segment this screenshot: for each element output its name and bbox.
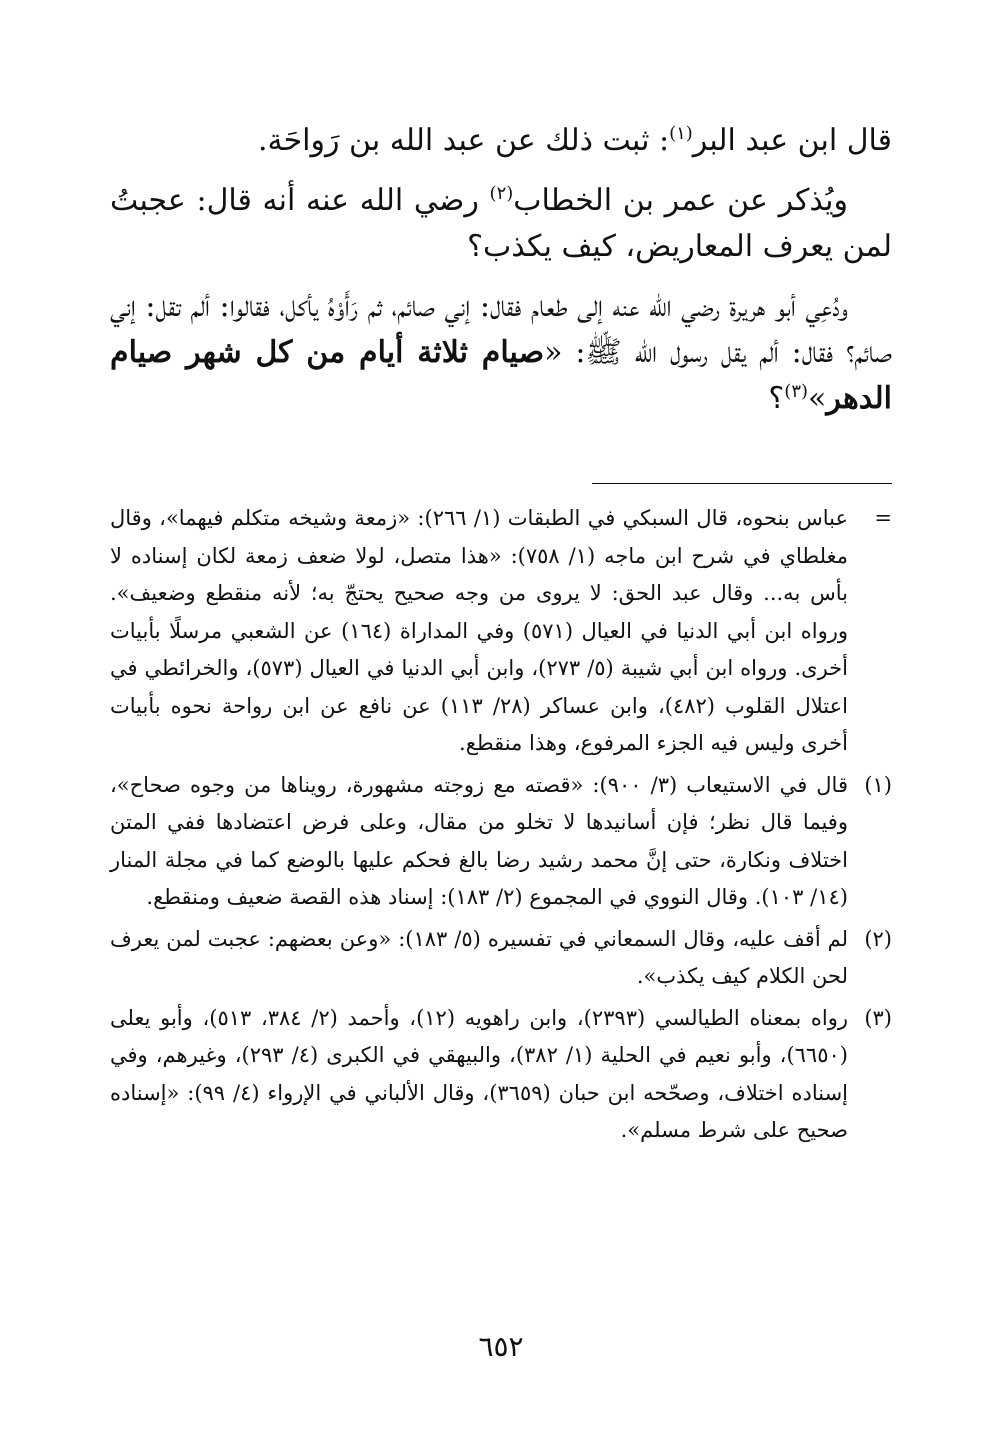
page-number: ٦٥٢ (478, 1330, 524, 1363)
footnote-ref-3: (٣) (784, 381, 809, 402)
footnote-text: لم أقف عليه، وقال السمعاني في تفسيره (٥/ ١٨٣): «وعن بعضهم: عجبت لمن يعرف لحن الكلام كيف يكذب». (110, 926, 848, 988)
footnote-1 (110, 767, 892, 917)
footnote-separator (592, 483, 892, 484)
footnote-text: عباس بنحوه، قال السبكي في الطبقات (١/ ٢٦٦): «زمعة وشيخه متكلم فيهما»، وقال مغلطاي في شرح ابن ماجه (١/ ٧٥٨): «هذا متصل، لولا ضعف زمعة لكان إسناده لا بأس به... وقال عبد الحق: لا يروى من وجه صحيح يحتجّ به؛ لأنه منقطع وضعيف». ورواه ابن أبي الدنيا في العيال (٥٧١) وفي المداراة (١٦٤) عن الشعبي مرسلًا بأبيات أخرى. ورواه ابن أبي شيبة (٥/ ٢٧٣)، وابن أبي الدنيا في العيال (٥٧٣)، والخرائطي في اعتلال القلوب (٤٨٢)، وابن عساكر (٢٨/ ١١٣) عن نافع عن ابن رواحة نحوه بأبيات أخرى وليس فيه الجزء المرفوع، وهذا منقطع. (110, 506, 848, 755)
footnotes (110, 500, 892, 1154)
footnote-mark: (٣) (864, 1005, 892, 1030)
footnote-mark: = (874, 506, 892, 530)
footnote-ref-1: (١) (669, 123, 693, 144)
footnote-continued (110, 500, 892, 763)
footnote-text: قال في الاستيعاب (٣/ ٩٠٠): «قصته مع زوجته مشهورة، رويناها من وجوه صحاح»، وفيما قال نظر؛ فإن أسانيدها لا تخلو من مقال، وعلى فرض اعتضادها ففي المتن اختلاف ونكارة، حتى إنَّ محمد رشيد رضا بالغ فحكم عليها بالوضع كما في مجلة المنار (١٤/ ١٠٣). وقال النووي في المجموع (٢/ ١٨٣): إسناد هذه القصة ضعيف ومنقطع. (110, 772, 848, 909)
footnote-3 (110, 1000, 892, 1150)
footnote-mark: (١) (864, 772, 892, 797)
paragraph-abu-hurayra: ودُعِي أبو هريرة رضي الله عنه إلى طعام فقال: إني صائم، ثم رَأَوْهُ يأكل، فقالوا: ألم تقل: إني صائم؟ فقال: ألم يقل رسول الله ﷺ: «صيام ثلاثة أيام من كل شهر صيام الدهر»$^{(٣)}$؟ (110, 289, 892, 416)
hadith-quote: صيام ثلاثة أيام من كل شهر صيام الدهر (110, 335, 892, 416)
footnote-mark: (٢) (864, 926, 892, 951)
footnote-ref-2: (٢) (489, 183, 514, 204)
paragraph-umar: ويُذكر عن عمر بن الخطاب$^{(٢)}$ رضي الله عنه أنه قال: عجبتُ لمن يعرف المعاريض، كيف يكذب؟ (110, 183, 892, 264)
main-text (110, 118, 892, 436)
footnote-text: رواه بمعناه الطيالسي (٢٣٩٣)، وابن راهويه (١٢)، وأحمد (٢/ ٣٨٤، ٥١٣)، وأبو يعلى (٦٦٥٠)، وأبو نعيم في الحلية (١/ ٣٨٢)، والبيهقي في الكبرى (٤/ ٢٩٣)، وغيرهم، وفي إسناده اختلاف، وصحّحه ابن حبان (٣٦٥٩)، وقال الألباني في الإرواء (٤/ ٩٩): «إسناده صحيح على شرط مسلم». (110, 1005, 849, 1142)
footnote-2 (110, 921, 892, 996)
paragraph-ibn-abd-al-barr: قال ابن عبد البر$^{(١)}$: ثبت ذلك عن عبد الله بن رَواحَة. (257, 123, 892, 158)
